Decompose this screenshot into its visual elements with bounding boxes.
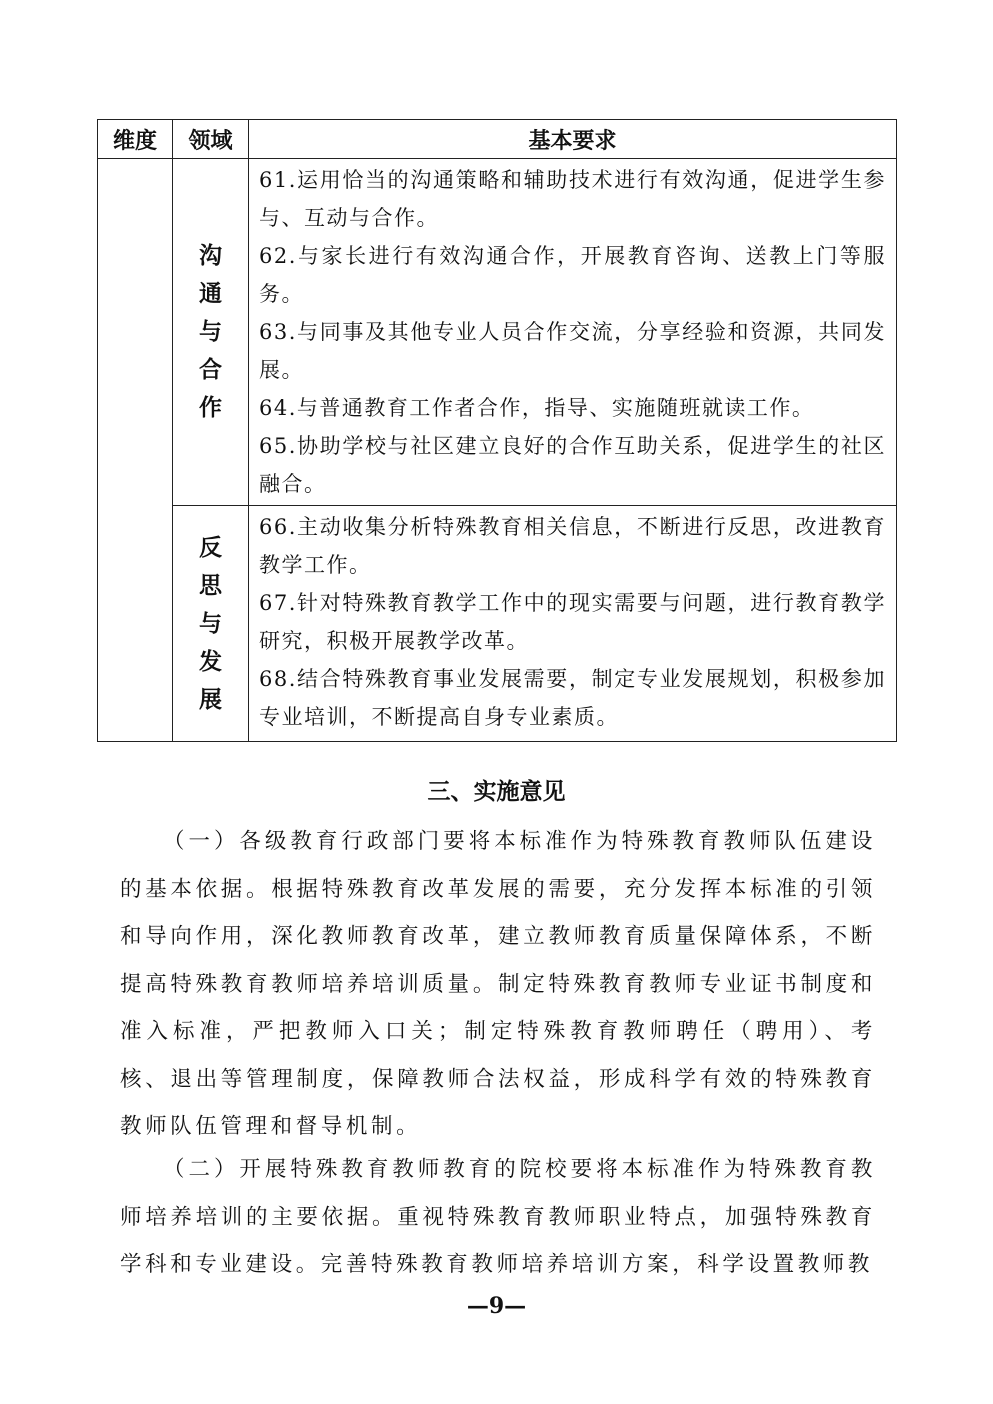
area-char: 反 (199, 534, 222, 561)
area-communication-cooperation (173, 159, 249, 506)
header-dimension: 维度 (98, 120, 173, 159)
requirements-cell (249, 159, 897, 506)
requirement-item: 66.主动收集分析特殊教育相关信息，不断进行反思，改进教育教学工作。 (259, 515, 886, 577)
page-number: —9— (466, 1293, 527, 1319)
table-header-row (98, 120, 897, 159)
dimension-cell (98, 159, 173, 742)
requirement-item: 63.与同事及其他专业人员合作交流，分享经验和资源，共同发展。 (259, 320, 886, 382)
requirement-item: 62.与家长进行有效沟通合作，开展教育咨询、送教上门等服务。 (259, 244, 886, 306)
area-reflection-development (173, 506, 249, 742)
area-char: 作 (199, 395, 222, 421)
area-char: 与 (199, 319, 222, 345)
area-char: 沟 (199, 243, 222, 269)
requirement-item: 67.针对特殊教育教学工作中的现实需要与问题，进行教育教学研究，积极开展教学改革。 (259, 591, 886, 653)
table-row (98, 506, 897, 742)
header-requirements: 基本要求 (249, 120, 897, 159)
area-char: 通 (199, 281, 222, 307)
area-char: 展 (199, 686, 222, 713)
area-char: 思 (199, 572, 222, 599)
requirement-item: 64.与普通教育工作者合作，指导、实施随班就读工作。 (259, 396, 815, 420)
area-char: 发 (199, 648, 222, 675)
paragraph-1: （一）各级教育行政部门要将本标准作为特殊教育教师队伍建设的基本依据。根据特殊教育改革发展的需要，充分发挥本标准的引领和导向作用，深化教师教育改革，建立教师教育质量保障体系，不断提高特殊教育教师培养培训质量。制定特殊教育教师专业证书制度和准入标准，严把教师入口关；制定特殊教育教师聘任（聘用）、考核、退出等管理制度，保障教师合法权益，形成科学有效的特殊教育教师队伍管理和督导机制。 (120, 829, 876, 1139)
requirements-cell (249, 506, 897, 742)
section-title: 三、实施意见 (427, 779, 566, 805)
standards-table (97, 119, 897, 742)
requirement-item: 65.协助学校与社区建立良好的合作互助关系，促进学生的社区融合。 (259, 434, 886, 496)
area-char: 合 (199, 357, 222, 383)
header-area: 领域 (173, 120, 249, 159)
paragraph-2: （二）开展特殊教育教师教育的院校要将本标准作为特殊教育教师培养培训的主要依据。重视特殊教育教师职业特点，加强特殊教育学科和专业建设。完善特殊教育教师培养培训方案，科学设置教师教 (120, 1157, 876, 1277)
requirement-item: 61.运用恰当的沟通策略和辅助技术进行有效沟通，促进学生参与、互动与合作。 (259, 168, 886, 230)
requirement-item: 68.结合特殊教育事业发展需要，制定专业发展规划，积极参加专业培训，不断提高自身专业素质。 (259, 667, 886, 729)
table-row (98, 159, 897, 506)
area-char: 与 (199, 610, 222, 637)
